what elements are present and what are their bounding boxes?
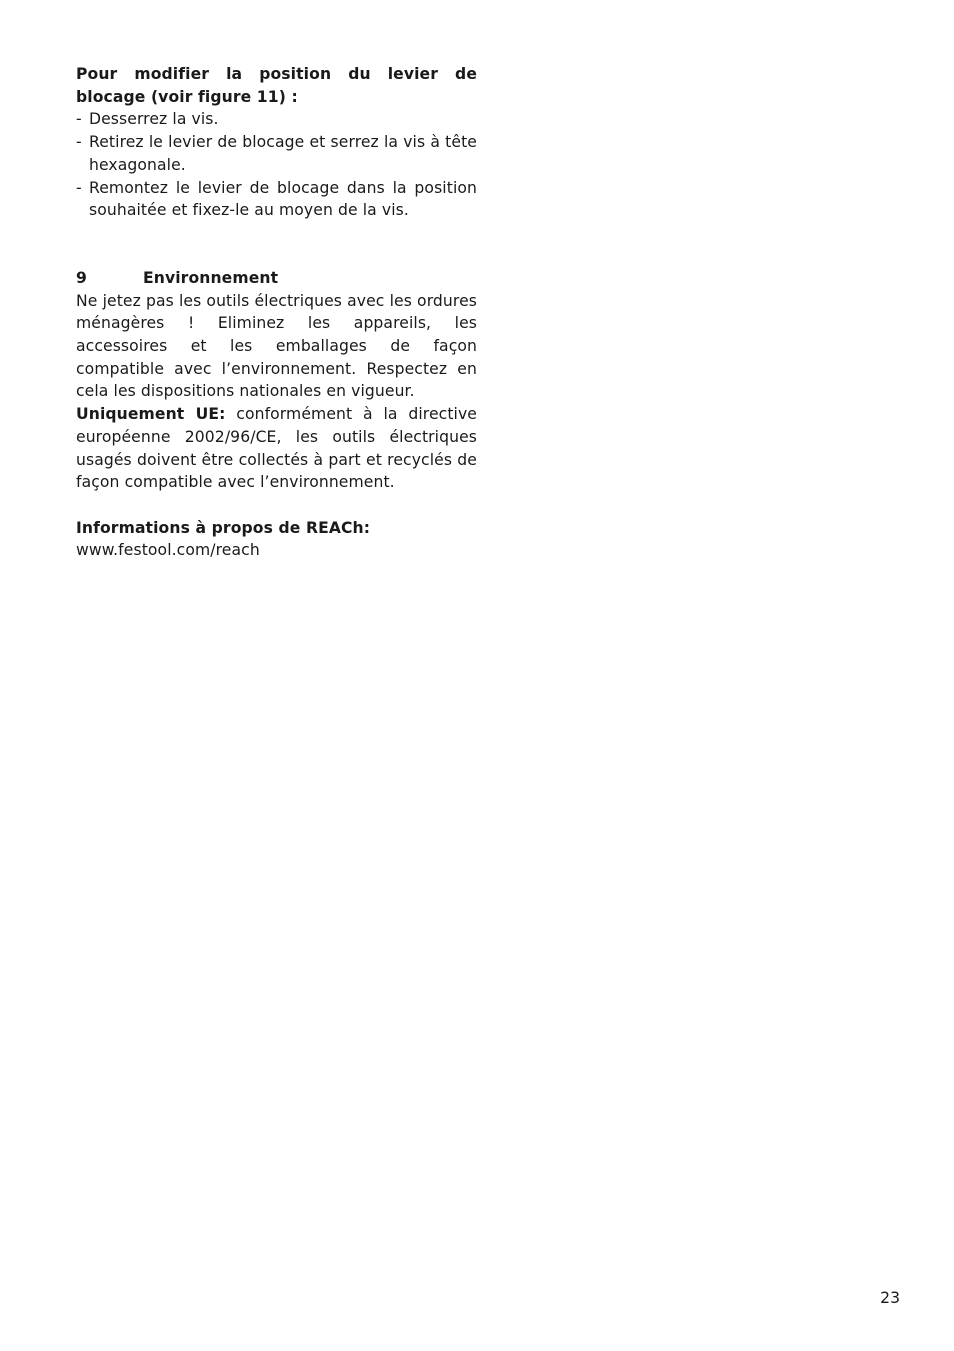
environment-heading [76,267,477,290]
section-title: Environnement [143,268,279,287]
lever-steps-list [76,108,477,222]
step-text: Remontez le levier de blocage dans la position souhaitée et fixez-le au moyen de la vis. [89,178,477,220]
eu-paragraph [76,403,477,494]
dash-bullet: - [76,133,82,152]
reach-title: Informations à propos de REACh: [76,518,371,537]
dash-bullet: - [76,110,82,129]
reach-url: www.festool.com/reach [76,541,260,560]
eu-text: conformément à la directive européenne 2002/96/CE, les outils électriques usagés doivent être collectés à part et recyclés de façon compatible avec l’environnement. [76,405,478,492]
page-number: 23 [880,1289,900,1307]
list-item [76,177,477,222]
lever-section-title: Pour modifier la position du levier de blocage (voir figure 11) : [76,65,477,106]
text-column [76,63,477,562]
dash-bullet: - [76,178,82,197]
environment-paragraph: Ne jetez pas les outils électriques avec les ordures ménagères ! Eliminez les appareils, les accessoires et les emballages de façon compatible avec l’environnement. Respectez en cela les dispositions nationales en vigueur. [76,291,477,401]
section-number: 9 [76,268,87,287]
list-item [76,108,477,131]
step-text: Desserrez la vis. [89,110,219,129]
spacer [76,494,477,517]
list-item [76,131,477,176]
eu-label: Uniquement UE: [76,405,226,424]
step-text: Retirez le levier de blocage et serrez la vis à tête hexagonale. [89,133,477,174]
